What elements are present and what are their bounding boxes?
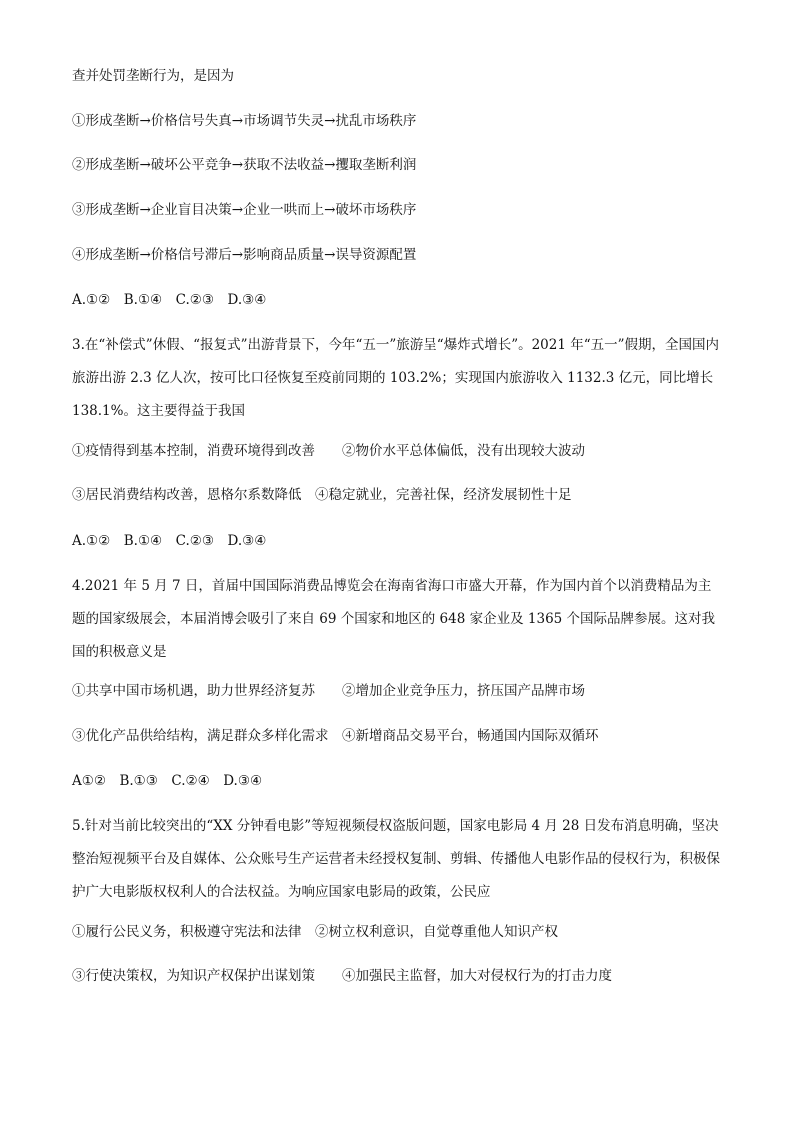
q3-options-row-2: ③居民消费结构改善，恩格尔系数降低 ④稳定就业，完善社保，经济发展韧性十足 [72, 487, 572, 503]
q5-options-row-2: ③行使决策权，为知识产权保护出谋划策 ④加强民主监督，加大对侵权行为的打击力度 [72, 968, 612, 984]
q3-stem: 3.在“补偿式”休假、“报复式”出游背景下，今年“五一”旅游呈“爆炸式增长”。2021 年“五一”假期，全国国内旅游出游 2.3 亿人次，按可比口径恢复至疫前同期的 103.2%；实现国内旅游收入 1132.3 亿元，同比增长 138.1%。这主要得益于我国 [72, 337, 720, 419]
q5-stem: 5.针对当前比较突出的“XX 分钟看电影”等短视频侵权盗版问题，国家电影局 4 月 28 日发布消息明确，坚决整治短视频平台及自媒体、公众账号生产运营者未经授权复制、剪辑、传播他人电影作品的侵权行为，积极保护广大电影版权权利人的合法权益。为响应国家电影局的政策，公民应 [72, 818, 720, 900]
q4-options-row-2: ③优化产品供给结构，满足群众多样化需求 ④新增商品交易平台，畅通国内国际双循环 [72, 728, 599, 744]
q2-answer-choices: A.①② B.①④ C.②③ D.③④ [72, 292, 267, 308]
q5-options-row-1: ①履行公民义务，积极遵守宪法和法律 ②树立权利意识，自觉尊重他人知识产权 [72, 924, 558, 940]
q3-answer-choices: A.①② B.①④ C.②③ D.③④ [72, 533, 267, 549]
q4-stem: 4.2021 年 5 月 7 日，首届中国国际消费品博览会在海南省海口市盛大开幕，作为国内首个以消费精品为主题的国家级展会，本届消博会吸引了来自 69 个国家和地区的 648 家企业及 1365 个国际品牌参展。这对我国的积极意义是 [72, 578, 716, 660]
q2-option-1: ①形成垄断→价格信号失真→市场调节失灵→扰乱市场秩序 [72, 113, 417, 129]
q2-option-4: ④形成垄断→价格信号滞后→影响商品质量→误导资源配置 [72, 247, 417, 263]
q2-stem-tail: 查并处罚垄断行为，是因为 [72, 68, 234, 84]
q2-option-2: ②形成垄断→破坏公平竞争→获取不法收益→攫取垄断利润 [72, 157, 417, 173]
q4-answer-choices: A①② B.①③ C.②④ D.③④ [72, 773, 263, 789]
q2-option-3: ③形成垄断→企业盲目决策→企业一哄而上→破坏市场秩序 [72, 202, 417, 218]
q3-options-row-1: ①疫情得到基本控制，消费环境得到改善 ②物价水平总体偏低，没有出现较大波动 [72, 443, 585, 459]
q4-options-row-1: ①共享中国市场机遇，助力世界经济复苏 ②增加企业竞争压力，挤压国产品牌市场 [72, 683, 585, 699]
